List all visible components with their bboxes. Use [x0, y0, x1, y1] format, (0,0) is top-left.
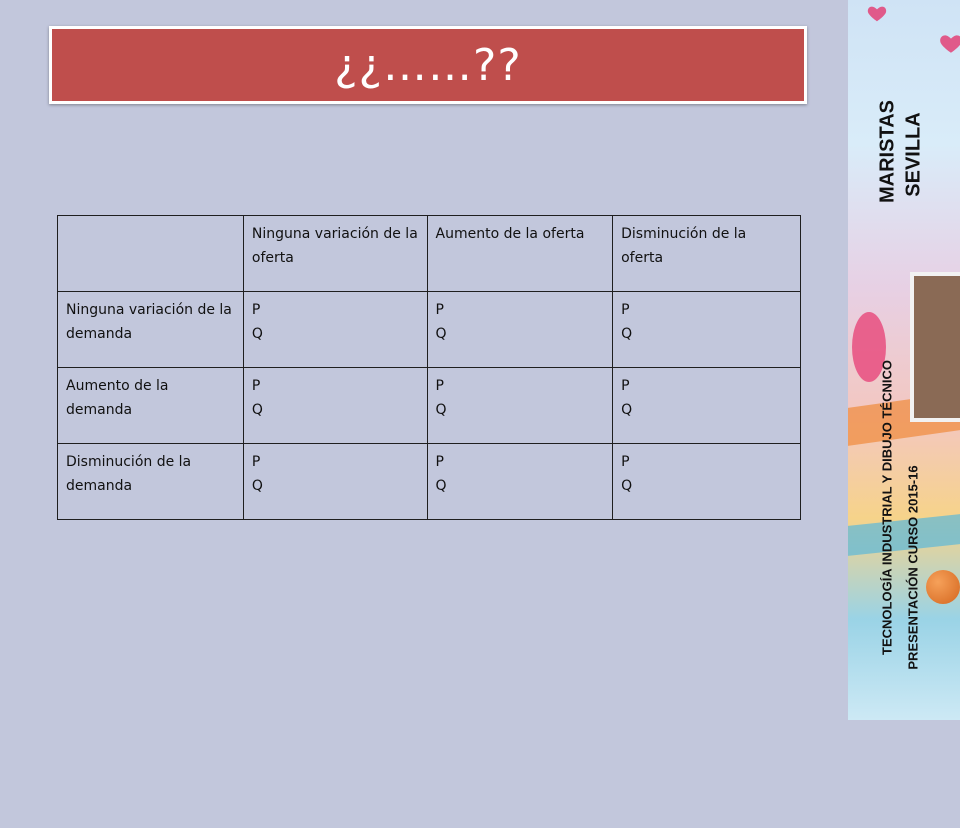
heart-icon [938, 30, 960, 56]
quantity-label: Q [435, 402, 447, 418]
table-row [58, 368, 801, 444]
quantity-label: Q [435, 478, 447, 494]
table-row [58, 292, 801, 368]
column-header: Aumento de la oferta [427, 216, 613, 292]
table-cell [243, 368, 427, 444]
table-cell [613, 368, 801, 444]
price-label: P [621, 454, 630, 470]
price-label: P [621, 302, 630, 318]
quantity-label: Q [251, 402, 263, 418]
row-header: Aumento de la demanda [58, 368, 244, 444]
heart-icon [866, 2, 888, 24]
quantity-label: Q [621, 478, 633, 494]
table-cell [613, 292, 801, 368]
table-cell [613, 444, 801, 520]
course-text: TECNOLOGÍA INDUSTRIAL Y DIBUJO TÉCNICO [879, 360, 895, 655]
row-header: Disminución de la demanda [58, 444, 244, 520]
quantity-label: Q [251, 478, 263, 494]
price-label: P [435, 378, 444, 394]
table-cell [243, 292, 427, 368]
price-label: P [251, 454, 261, 470]
brand-text: SEVILLA [902, 112, 925, 197]
table-corner-cell [58, 216, 244, 292]
row-header: Ninguna variación de la demanda [58, 292, 244, 368]
title-banner [49, 26, 807, 104]
quantity-label: Q [251, 326, 263, 342]
table-row [58, 444, 801, 520]
table-cell [427, 444, 613, 520]
slide-title: ¿¿……?? [334, 39, 522, 91]
quantity-label: Q [621, 326, 633, 342]
course-text: PRESENTACIÓN CURSO 2015-16 [905, 465, 921, 670]
price-label: P [435, 454, 444, 470]
table-header-row [58, 216, 801, 292]
supply-demand-table [57, 215, 801, 520]
table-cell [427, 292, 613, 368]
price-label: P [435, 302, 444, 318]
column-header: Disminución de la oferta [613, 216, 801, 292]
quantity-label: Q [435, 326, 447, 342]
price-label: P [621, 378, 630, 394]
price-label: P [251, 302, 261, 318]
brand-text: MARISTAS [876, 100, 899, 203]
quantity-label: Q [621, 402, 633, 418]
decorative-stripe [848, 514, 960, 556]
basketball-icon [926, 570, 960, 604]
table-cell [243, 444, 427, 520]
column-header: Ninguna variación de la oferta [243, 216, 427, 292]
price-label: P [251, 378, 261, 394]
table-cell [427, 368, 613, 444]
